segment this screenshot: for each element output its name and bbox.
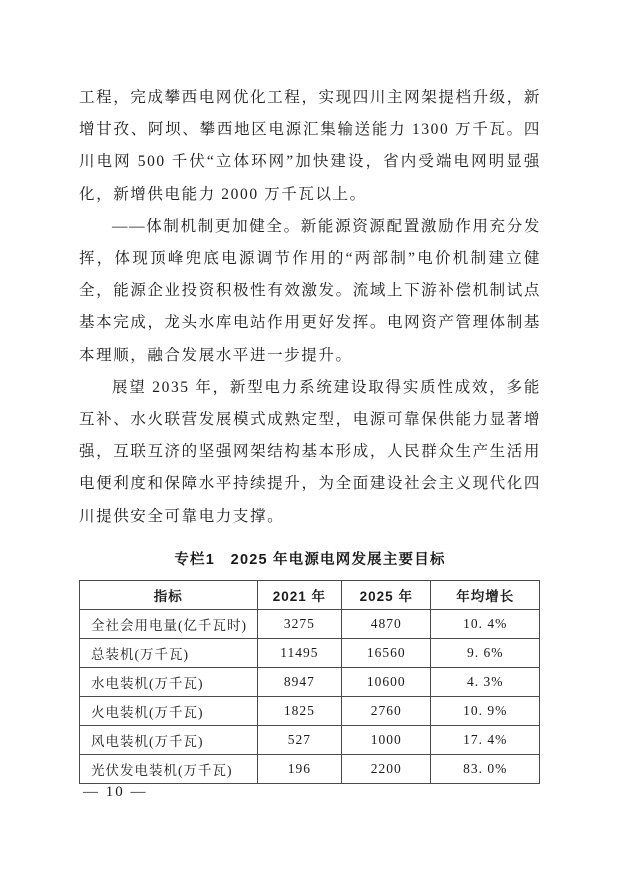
body-text bbox=[79, 82, 541, 533]
paragraph: 展望 2035 年，新型电力系统建设取得实质性成效，多能互补、水火联营发展模式成熟定型，电源可靠保供能力显著增强，互联互济的坚强网架结构基本形成，人民群众生产生活用电便利度和保障水平持续提升，为全面建设社会主义现代化四川提供安全可靠电力支撑。 bbox=[79, 378, 541, 525]
value-cell: 83. 0% bbox=[431, 754, 540, 783]
value-cell: 11495 bbox=[257, 638, 342, 667]
table-row bbox=[80, 696, 540, 725]
indicator-cell: 光伏发电装机(万千瓦) bbox=[80, 754, 258, 783]
targets-table-header bbox=[80, 580, 540, 609]
indicator-cell: 火电装机(万千瓦) bbox=[80, 696, 258, 725]
value-cell: 527 bbox=[257, 725, 342, 754]
indicator-cell: 总装机(万千瓦) bbox=[80, 638, 258, 667]
targets-table-body bbox=[80, 609, 540, 783]
table-title: 专栏1 2025 年电源电网发展主要目标 bbox=[174, 551, 446, 568]
value-cell: 196 bbox=[257, 754, 342, 783]
column-header: 年均增长 bbox=[431, 580, 540, 609]
value-cell: 2200 bbox=[342, 754, 431, 783]
value-cell: 1825 bbox=[257, 696, 342, 725]
value-cell: 9. 6% bbox=[431, 638, 540, 667]
value-cell: 1000 bbox=[342, 725, 431, 754]
value-cell: 16560 bbox=[342, 638, 431, 667]
value-cell: 10. 9% bbox=[431, 696, 540, 725]
paragraph: ——体制机制更加健全。新能源资源配置激励作用充分发挥，体现顶峰兜底电源调节作用的“两部制”电价机制建立健全，能源企业投资积极性有效激发。流域上下游补偿机制试点基本完成，龙头水库电站作用更好发挥。电网资产管理体制基本理顺，融合发展水平进一步提升。 bbox=[79, 217, 541, 364]
table-row bbox=[80, 638, 540, 667]
column-header: 2021 年 bbox=[257, 580, 342, 609]
table-row bbox=[80, 667, 540, 696]
table-header-row bbox=[80, 580, 540, 609]
page-number: — 10 — bbox=[83, 784, 148, 800]
targets-table bbox=[79, 580, 540, 784]
indicator-cell: 水电装机(万千瓦) bbox=[80, 667, 258, 696]
column-header: 2025 年 bbox=[342, 580, 431, 609]
value-cell: 4. 3% bbox=[431, 667, 540, 696]
table-row bbox=[80, 725, 540, 754]
page-content bbox=[79, 82, 541, 784]
value-cell: 8947 bbox=[257, 667, 342, 696]
indicator-cell: 全社会用电量(亿千瓦时) bbox=[80, 609, 258, 638]
value-cell: 10. 4% bbox=[431, 609, 540, 638]
column-header: 指标 bbox=[80, 580, 258, 609]
value-cell: 4870 bbox=[342, 609, 431, 638]
table-row bbox=[80, 754, 540, 783]
value-cell: 3275 bbox=[257, 609, 342, 638]
table-row bbox=[80, 609, 540, 638]
value-cell: 10600 bbox=[342, 667, 431, 696]
value-cell: 2760 bbox=[342, 696, 431, 725]
value-cell: 17. 4% bbox=[431, 725, 540, 754]
indicator-cell: 风电装机(万千瓦) bbox=[80, 725, 258, 754]
paragraph: 工程，完成攀西电网优化工程，实现四川主网架提档升级，新增甘孜、阿坝、攀西地区电源汇集输送能力 1300 万千瓦。四川电网 500 千伏“立体环网”加快建设，省内受端电网明显强化，新增供电能力 2000 万千瓦以上。 bbox=[79, 89, 541, 203]
